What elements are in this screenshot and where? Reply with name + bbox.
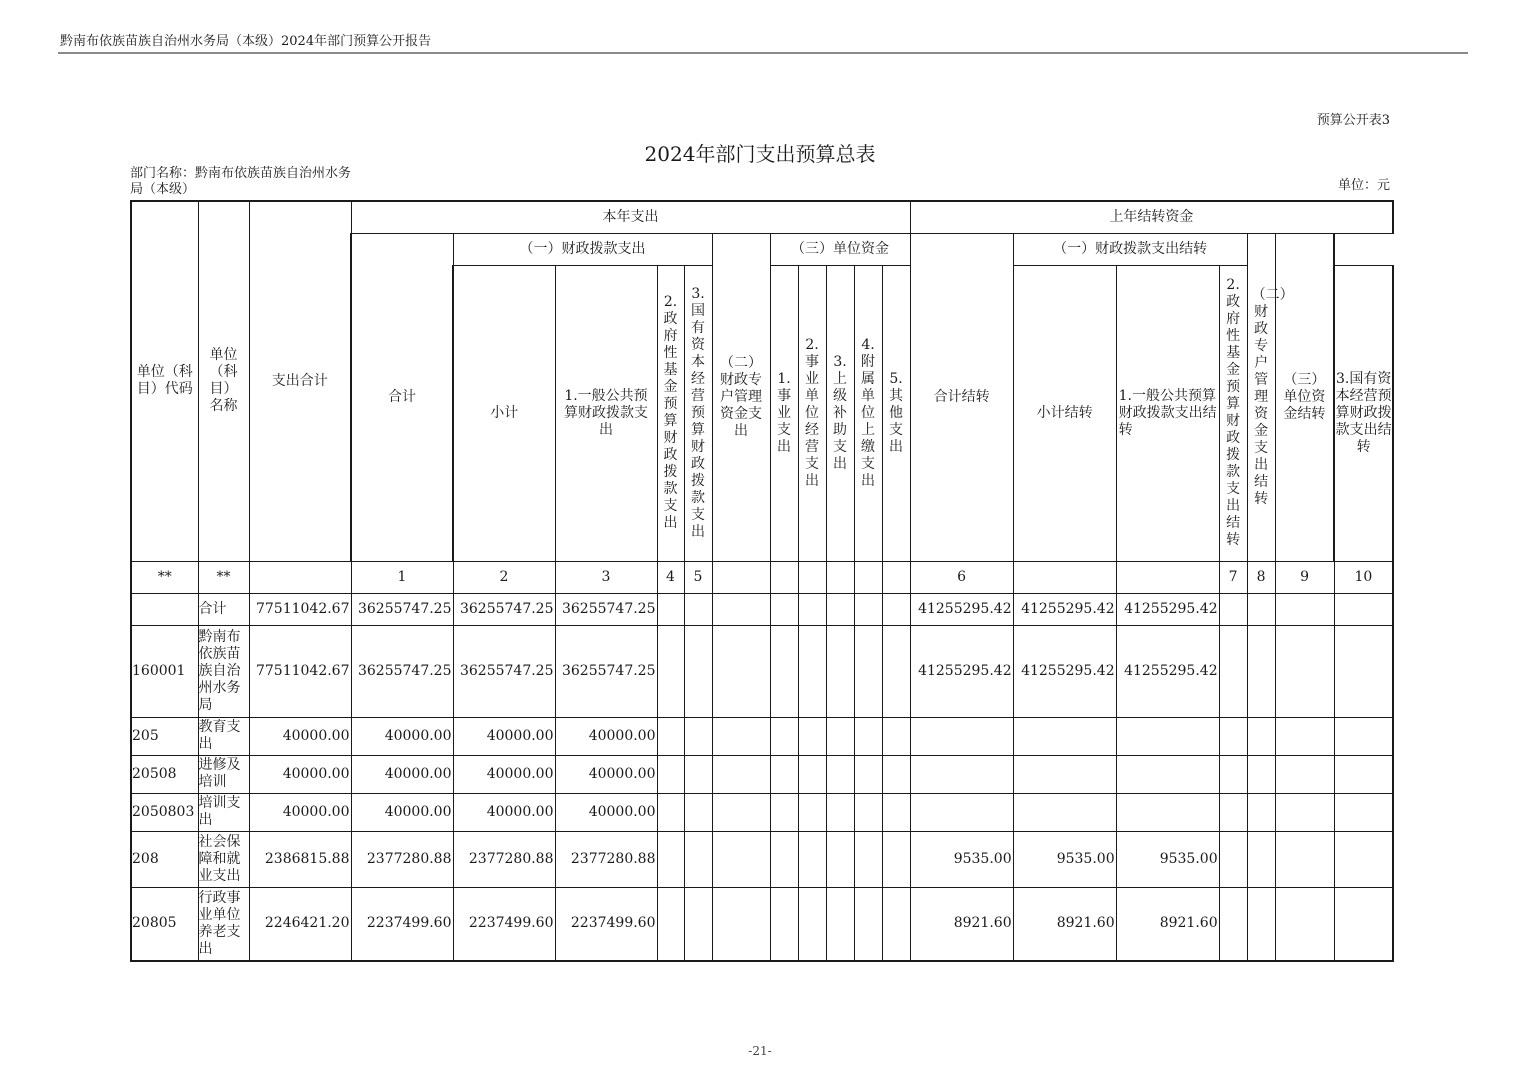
group-header-unit-funds: （三）单位资金: [770, 233, 910, 265]
table-row: [131, 831, 1393, 887]
col-header-unit-business: 1.事业支出: [770, 265, 798, 561]
row-sum-carry: 9535.00: [910, 831, 1013, 887]
col-header-total: 支出合计: [249, 201, 351, 561]
col-header-other: 5.其他支出: [882, 265, 910, 561]
index-cell: 7: [1219, 561, 1247, 593]
row-sum: 2237499.60: [351, 887, 453, 961]
row-subtotal-carry: 8921.60: [1013, 887, 1116, 961]
table-row: [131, 717, 1393, 755]
row-code: 2050803: [131, 793, 198, 831]
col-header-state-capital-carry: 3.国有资本经营预算财政拨款支出结转: [1334, 265, 1393, 561]
currency-unit: 单位：元: [1337, 178, 1390, 193]
index-row: [131, 561, 1393, 593]
col-header-state-capital: 3.国有资本经营预算财政拨款支出: [684, 265, 712, 561]
col-header-unit-name: 单位（科目）名称: [198, 201, 249, 561]
row-total: 40000.00: [249, 793, 351, 831]
index-cell: [1013, 561, 1116, 593]
row-code: 160001: [131, 625, 198, 717]
row-general: 2377280.88: [555, 831, 657, 887]
expenditure-budget-table: [130, 200, 1394, 962]
index-cell: 2: [453, 561, 555, 593]
row-sum: 36255747.25: [351, 625, 453, 717]
col-header-unit-funds-carry: （三）单位资金结转: [1275, 233, 1334, 561]
row-name: 培训支出: [198, 793, 249, 831]
row-name: 黔南布依族苗族自治州水务局: [198, 625, 249, 717]
row-sum: 2377280.88: [351, 831, 453, 887]
row-general: 2237499.60: [555, 887, 657, 961]
row-general-carry: 9535.00: [1116, 831, 1219, 887]
row-general: 40000.00: [555, 793, 657, 831]
index-cell: 4: [657, 561, 684, 593]
row-subtotal-carry: [1013, 755, 1116, 793]
table-title: 2024年部门支出预算总表: [644, 142, 876, 166]
table-row: [131, 593, 1393, 625]
row-name: 进修及培训: [198, 755, 249, 793]
row-sum: 40000.00: [351, 717, 453, 755]
row-general-carry: [1116, 793, 1219, 831]
group-header-fiscal-grant: （一）财政拨款支出: [453, 233, 712, 265]
index-cell: 6: [910, 561, 1013, 593]
header-divider: [58, 52, 1468, 54]
row-subtotal-carry: 9535.00: [1013, 831, 1116, 887]
col-header-superior-subsidy: 3.上级补助支出: [826, 265, 854, 561]
row-subtotal-carry: [1013, 793, 1116, 831]
row-subtotal: 40000.00: [453, 793, 555, 831]
col-header-general-public-carry: 1.一般公共预算财政拨款支出结转: [1116, 265, 1219, 561]
col-header-special-account-carry: （二）财政专户管理资金支出结转: [1247, 233, 1275, 561]
index-cell: 10: [1334, 561, 1393, 593]
row-code: 20805: [131, 887, 198, 961]
index-cell: [712, 561, 770, 593]
col-header-sum: 合计: [351, 233, 453, 561]
index-cell: [854, 561, 882, 593]
row-sum-carry: [910, 755, 1013, 793]
table-row: [131, 625, 1393, 717]
index-cell: **: [131, 561, 198, 593]
row-general: 40000.00: [555, 717, 657, 755]
row-name: 社会保障和就业支出: [198, 831, 249, 887]
row-sum: 40000.00: [351, 755, 453, 793]
row-general: 36255747.25: [555, 593, 657, 625]
row-name: 教育支出: [198, 717, 249, 755]
row-total: 40000.00: [249, 717, 351, 755]
index-cell: [826, 561, 854, 593]
row-general-carry: [1116, 755, 1219, 793]
row-general: 36255747.25: [555, 625, 657, 717]
row-sum: 40000.00: [351, 793, 453, 831]
col-header-subtotal-carry: 小计结转: [1013, 265, 1116, 561]
col-header-subtotal: 小计: [453, 265, 555, 561]
row-total: 2386815.88: [249, 831, 351, 887]
row-total: 2246421.20: [249, 887, 351, 961]
table-row: [131, 887, 1393, 961]
row-name: 行政事业单位养老支出: [198, 887, 249, 961]
group-header-prior-year: 上年结转资金: [910, 201, 1393, 233]
row-sum-carry: [910, 793, 1013, 831]
index-cell: [249, 561, 351, 593]
row-sum-carry: [910, 717, 1013, 755]
col-header-unit-code: 单位（科目）代码: [131, 201, 198, 561]
row-subtotal: 2377280.88: [453, 831, 555, 887]
index-cell: 9: [1275, 561, 1334, 593]
index-cell: 8: [1247, 561, 1275, 593]
row-subtotal: 40000.00: [453, 717, 555, 755]
row-sum-carry: 8921.60: [910, 887, 1013, 961]
row-code: [131, 593, 198, 625]
row-general-carry: 41255295.42: [1116, 625, 1219, 717]
row-general: 40000.00: [555, 755, 657, 793]
row-subtotal: 40000.00: [453, 755, 555, 793]
row-subtotal: 36255747.25: [453, 593, 555, 625]
row-subtotal: 36255747.25: [453, 625, 555, 717]
index-cell: 1: [351, 561, 453, 593]
index-cell: 3: [555, 561, 657, 593]
page-number: -21-: [748, 1044, 772, 1058]
row-general-carry: [1116, 717, 1219, 755]
row-code: 208: [131, 831, 198, 887]
row-sum-carry: 41255295.42: [910, 593, 1013, 625]
table-row: [131, 793, 1393, 831]
index-cell: [1116, 561, 1219, 593]
index-cell: [882, 561, 910, 593]
col-header-general-public: 1.一般公共预算财政拨款支出: [555, 265, 657, 561]
document-header-title: 黔南布依族苗族自治州水务局（本级）2024年部门预算公开报告: [60, 34, 432, 49]
col-header-gov-fund: 2.政府性基金预算财政拨款支出: [657, 265, 684, 561]
row-subtotal-carry: 41255295.42: [1013, 625, 1116, 717]
row-total: 77511042.67: [249, 593, 351, 625]
row-total: 40000.00: [249, 755, 351, 793]
row-total: 77511042.67: [249, 625, 351, 717]
col-header-unit-operation: 2.事业单位经营支出: [798, 265, 826, 561]
row-sum-carry: 41255295.42: [910, 625, 1013, 717]
row-code: 205: [131, 717, 198, 755]
row-subtotal-carry: 41255295.42: [1013, 593, 1116, 625]
table-row: [131, 755, 1393, 793]
row-name: 合计: [198, 593, 249, 625]
col-header-affiliate-payment: 4.附属单位上缴支出: [854, 265, 882, 561]
department-name: 部门名称：黔南布依族苗族自治州水务局（本级）: [130, 166, 352, 197]
index-cell: [770, 561, 798, 593]
group-header-current-year: 本年支出: [351, 201, 910, 233]
row-general-carry: 41255295.42: [1116, 593, 1219, 625]
row-subtotal-carry: [1013, 717, 1116, 755]
index-cell: 5: [684, 561, 712, 593]
col-header-sum-carry: 合计结转: [910, 233, 1013, 561]
group-header-fiscal-grant-carry: （一）财政拨款支出结转: [1013, 233, 1247, 265]
col-header-special-account: （二）财政专户管理资金支出: [712, 233, 770, 561]
form-number: 预算公开表3: [1316, 113, 1390, 128]
row-code: 20508: [131, 755, 198, 793]
row-sum: 36255747.25: [351, 593, 453, 625]
index-cell: [798, 561, 826, 593]
index-cell: **: [198, 561, 249, 593]
row-general-carry: 8921.60: [1116, 887, 1219, 961]
col-header-gov-fund-carry: 2.政府性基金预算财政拨款支出结转: [1219, 265, 1247, 561]
row-subtotal: 2237499.60: [453, 887, 555, 961]
